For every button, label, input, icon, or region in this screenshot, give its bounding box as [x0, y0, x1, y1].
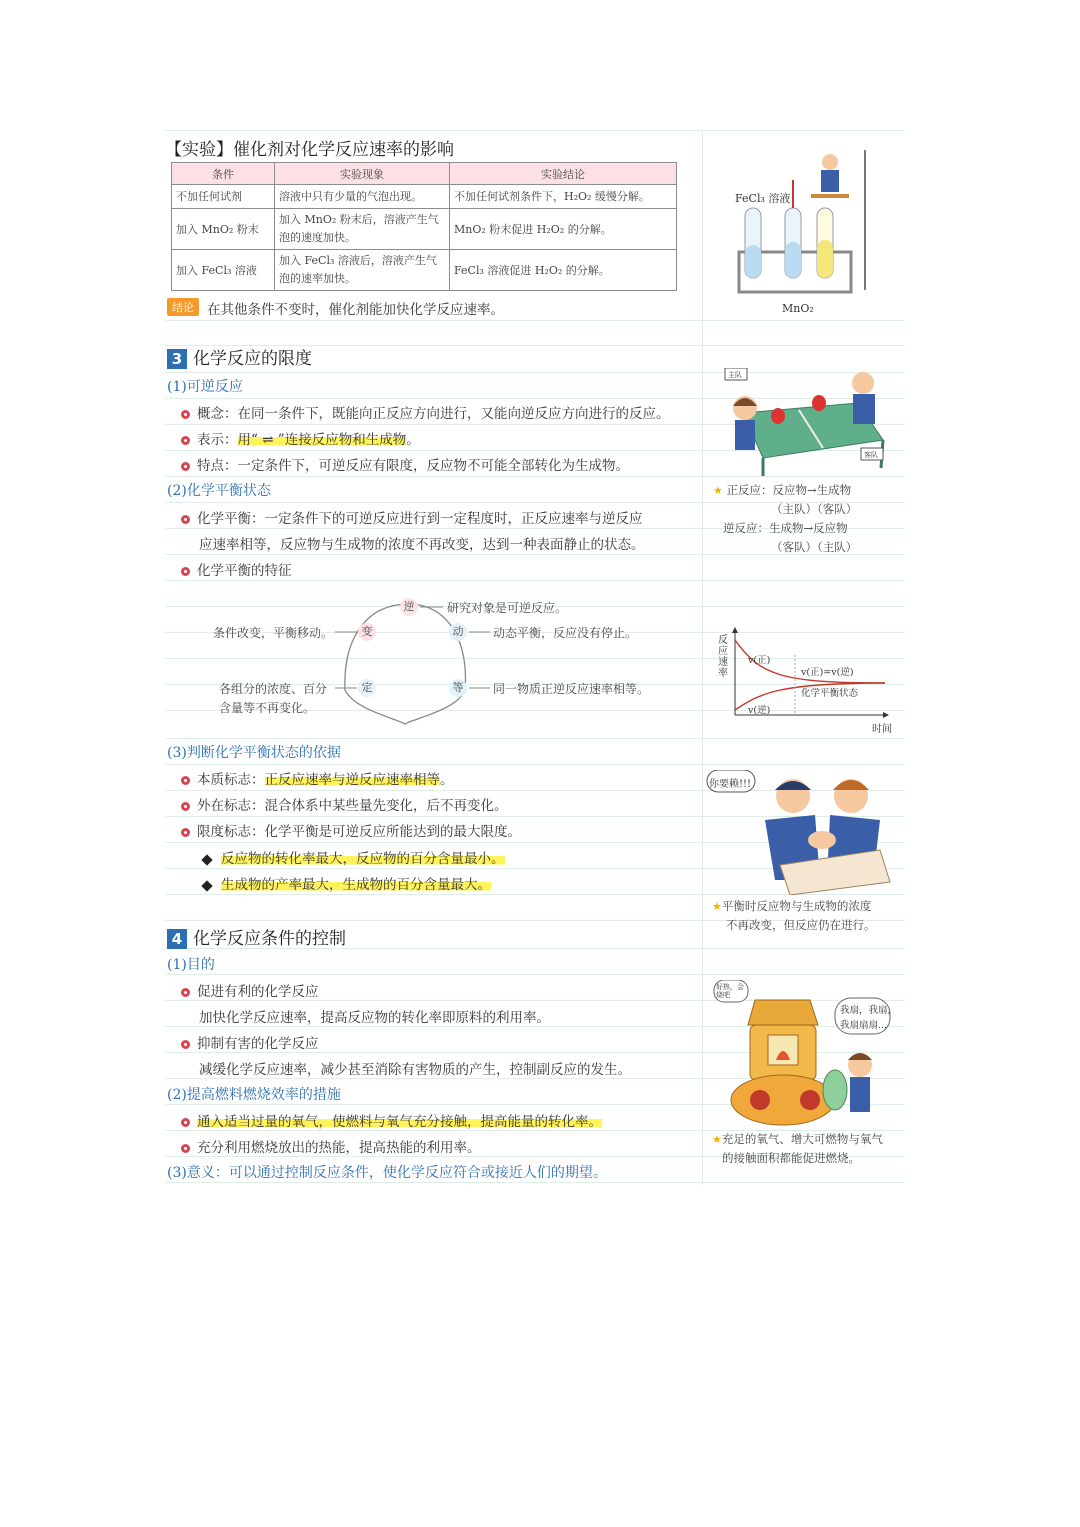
graph-x-label: 时间	[872, 724, 892, 735]
node-dong: 动	[449, 623, 467, 641]
list-item: 限度标志：化学平衡是可逆反应所能达到的最大限度。	[181, 820, 521, 840]
table-header: 实验现象	[275, 163, 450, 185]
list-item: 外在标志：混合体系中某些量先变化，后不再变化。	[181, 794, 508, 814]
table-header: 实验结论	[450, 163, 677, 185]
list-item-desc: 减缓化学反应速率，减少甚至消除有害物质的产生，控制副反应的发生。	[199, 1062, 631, 1078]
conclusion-text: 在其他条件不变时，催化剂能加快化学反应速率。	[207, 302, 504, 318]
label-home-team: 主队	[728, 371, 742, 379]
rate-time-graph	[715, 625, 895, 735]
sidebar-note-equilibrium: ★平衡时反应物与生成物的浓度 不再改变，但反应仍在进行。	[712, 899, 876, 932]
list-item: 充分利用燃烧放出的热能，提高热能的利用率。	[181, 1136, 481, 1156]
label-away-team: 客队	[864, 451, 878, 459]
sub-list-item: 生成物的产率最大，生成物的百分含量最大。	[199, 873, 491, 893]
pingpong-illustration	[723, 368, 893, 478]
graph-y-label: 反应速率	[718, 635, 728, 679]
speech-bubble: 你要赖!!!	[709, 779, 752, 790]
table-row: 加入 FeCl₃ 溶液 加入 FeCl₃ 溶液后，溶液产生气泡的速率加快。 FeCl₃ 溶液促进 H₂O₂ 的分解。	[172, 250, 677, 291]
speech-bubble: 好热，会烧吧	[716, 983, 744, 999]
subheading-equilibrium: (2)化学平衡状态	[167, 483, 271, 499]
node-ding: 定	[358, 679, 376, 697]
sidebar-note-combustion: ★充足的氧气、增大可燃物与氧气 的接触面积都能促进燃烧。	[712, 1132, 883, 1165]
subheading-measures: (2)提高燃料燃烧效率的措施	[167, 1087, 341, 1103]
list-item: 概念：在同一条件下，既能向正反应方向进行，又能向逆反应方向进行的反应。	[181, 402, 670, 422]
feature-bian-desc: 条件改变，平衡移动。	[213, 626, 334, 640]
list-item: 化学平衡：一定条件下的可逆反应进行到一定程度时，正反应速率与逆反应	[181, 507, 643, 527]
graph-forward-label: v(正)	[748, 655, 771, 666]
list-item: 促进有利的化学反应	[181, 980, 319, 1000]
feature-dong-desc: 动态平衡，反应没有停止。	[493, 626, 638, 640]
experiment-title: 【实验】催化剂对化学反应速率的影响	[165, 140, 454, 160]
table-header: 条件	[172, 163, 275, 185]
list-item: 本质标志：正反应速率与逆反应速率相等。	[181, 768, 454, 788]
list-item-continued: 应速率相等，反应物与生成物的浓度不再改变，达到一种表面静止的状态。	[199, 537, 645, 553]
feature-ni-desc: 研究对象是可逆反应。	[447, 601, 568, 615]
list-item: 表示：用“ ⇌ ”连接反应物和生成物。	[181, 428, 420, 448]
mno2-label: MnO₂	[782, 302, 814, 315]
list-item: 化学平衡的特征	[181, 559, 292, 579]
list-item: 特点：一定条件下，可逆反应有限度，反应物不可能全部转化为生成物。	[181, 454, 629, 474]
conclusion-tag: 结论	[167, 298, 199, 316]
feature-ding-desc: 含量等不再变化。	[219, 701, 316, 715]
list-item-desc: 加快化学反应速率，提高反应物的转化率即原料的利用率。	[199, 1010, 550, 1026]
section-3-title: 3 化学反应的限度	[167, 344, 312, 369]
sub-list-item: 反应物的转化率最大，反应物的百分含量最小。	[199, 847, 505, 867]
subheading-purpose: (1)目的	[167, 957, 215, 973]
speech-bubble: 我扇，我扇，	[840, 1005, 898, 1016]
list-item: 抑制有害的化学反应	[181, 1032, 319, 1052]
node-ni: 逆	[400, 598, 418, 616]
test-tube-illustration	[735, 150, 895, 300]
notebook-page	[165, 130, 905, 1185]
experiment-table	[171, 162, 677, 291]
significance: (3)意义：可以通过控制反应条件，使化学反应符合或接近人们的期望。	[167, 1165, 607, 1181]
fecl3-label: FeCl₃ 溶液	[735, 192, 791, 205]
speech-bubble: 我扇扇扇...	[840, 1020, 888, 1031]
sidebar-note-reactions: ★ 正反应：反应物→生成物 （主队）（客队） 逆反应：生成物→反应物 （客队）（主队）	[713, 483, 858, 554]
table-row: 不加任何试剂 溶液中只有少量的气泡出现。 不加任何试剂条件下，H₂O₂ 缓慢分解。	[172, 185, 677, 209]
feature-ding-desc: 各组分的浓度、百分	[219, 682, 328, 696]
graph-equal-label: v(正)=v(逆)	[801, 667, 854, 678]
graph-reverse-label: v(逆)	[748, 705, 771, 716]
subheading-reversible: (1)可逆反应	[167, 379, 243, 395]
node-bian: 变	[358, 623, 376, 641]
section-4-title: 4 化学反应条件的控制	[167, 924, 346, 949]
graph-state-label: 化学平衡状态	[801, 688, 859, 699]
subheading-criteria: (3)判断化学平衡状态的依据	[167, 745, 341, 761]
node-deng: 等	[449, 679, 467, 697]
list-item: 通入适当过量的氧气，使燃料与氧气充分接触，提高能量的转化率。	[181, 1110, 602, 1130]
feature-deng-desc: 同一物质正逆反应速率相等。	[493, 682, 650, 696]
table-row: 加入 MnO₂ 粉末 加入 MnO₂ 粉末后，溶液产生气泡的速度加快。 MnO₂ 粉末促进 H₂O₂ 的分解。	[172, 209, 677, 250]
